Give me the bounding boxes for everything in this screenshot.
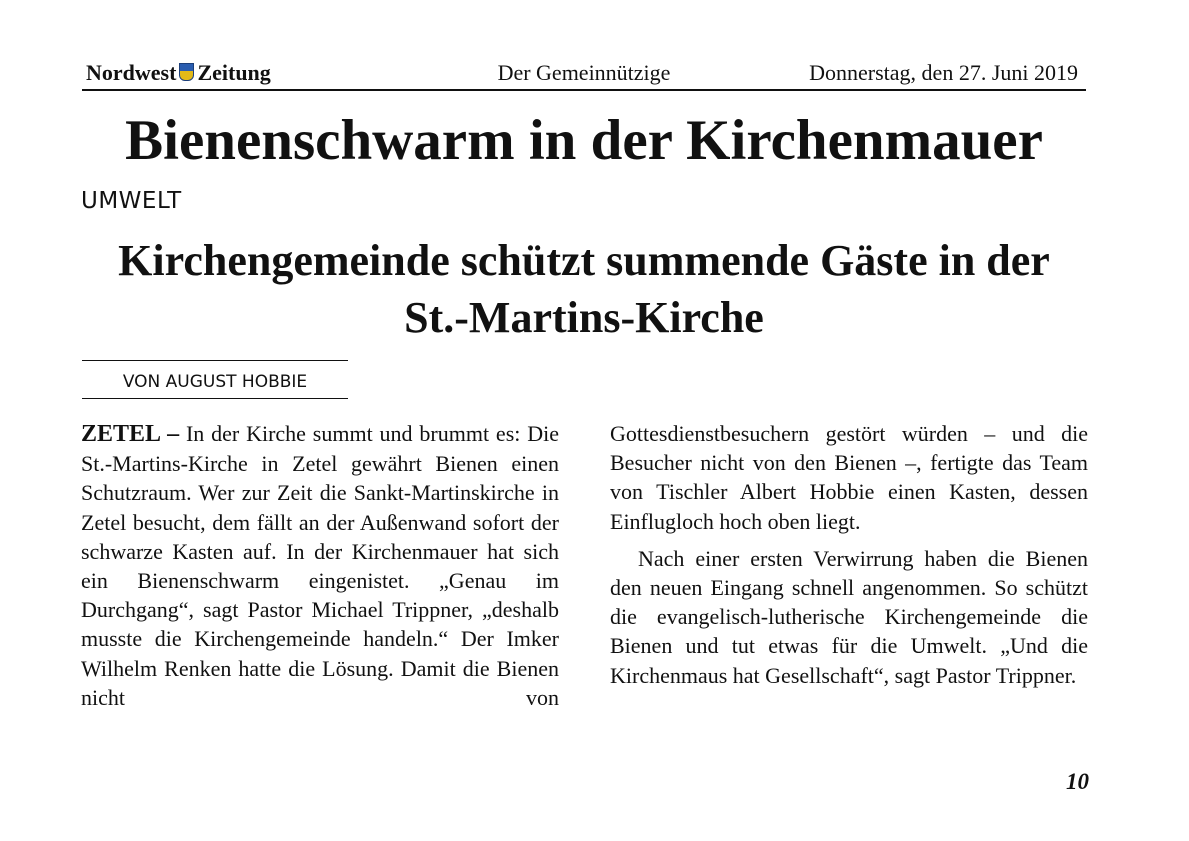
section-kicker: UMWELT xyxy=(81,188,182,214)
article-headline: Bienenschwarm in der Kirchenmauer xyxy=(125,109,1043,172)
coat-of-arms-icon xyxy=(179,63,194,81)
masthead-rule xyxy=(82,89,1086,91)
dateline: ZETEL – xyxy=(81,421,180,447)
logo-word-2: Zeitung xyxy=(197,60,271,85)
logo-word-1: Nordwest xyxy=(86,60,177,85)
article-column-2 xyxy=(610,419,1088,690)
issue-date: Donnerstag, den 27. Juni 2019 xyxy=(809,60,1078,85)
section-name: Der Gemeinnützige xyxy=(497,60,671,85)
byline: VON AUGUST HOBBIE xyxy=(122,372,308,392)
article-paragraph xyxy=(81,419,559,712)
byline-rule-top xyxy=(82,360,348,361)
byline-rule-bottom xyxy=(82,398,348,399)
newspaper-logo xyxy=(86,58,271,88)
article-column-1 xyxy=(81,419,559,712)
page-number: 10 xyxy=(1066,769,1089,794)
article-paragraph: Nach einer ersten Verwirrung haben die Bienen den neuen Eingang schnell angenommen. So schützt die evangelisch-lutherische Kirchengemeinde die Bienen und tut etwas für die Umwelt. „Und die Kirchenmaus hat Gesellschaft“, sagt Pastor Trippner. xyxy=(610,545,1088,688)
masthead xyxy=(82,58,1086,88)
article-subheadline: Kirchengemeinde schützt summende Gäste in der St.-Martins-Kirche xyxy=(118,236,1050,342)
article-paragraph: Gottesdienstbesuchern gestört würden – und die Besucher nicht von den Bienen –, fertigte das Team von Tischler Albert Hobbie einen Kasten, dessen Einflugloch hoch oben liegt. xyxy=(610,421,1088,534)
paragraph-text: In der Kirche summt und brummt es: Die St.-Martins-Kirche in Zetel gewährt Bienen einen Schutzraum. Wer zur Zeit die Sankt-Martinskirche in Zetel besucht, dem fällt an der Außenwand sofort der schwarze Kasten auf. In der Kirchenmauer hat sich ein Bienenschwarm eingenistet. „Genau im Durchgang“, sagt Pastor Michael Trippner, „deshalb musste die Kirchengemeinde handeln.“ Der Imker Wilhelm Renken hatte die Lösung. Damit die Bienen nicht von xyxy=(81,421,559,710)
